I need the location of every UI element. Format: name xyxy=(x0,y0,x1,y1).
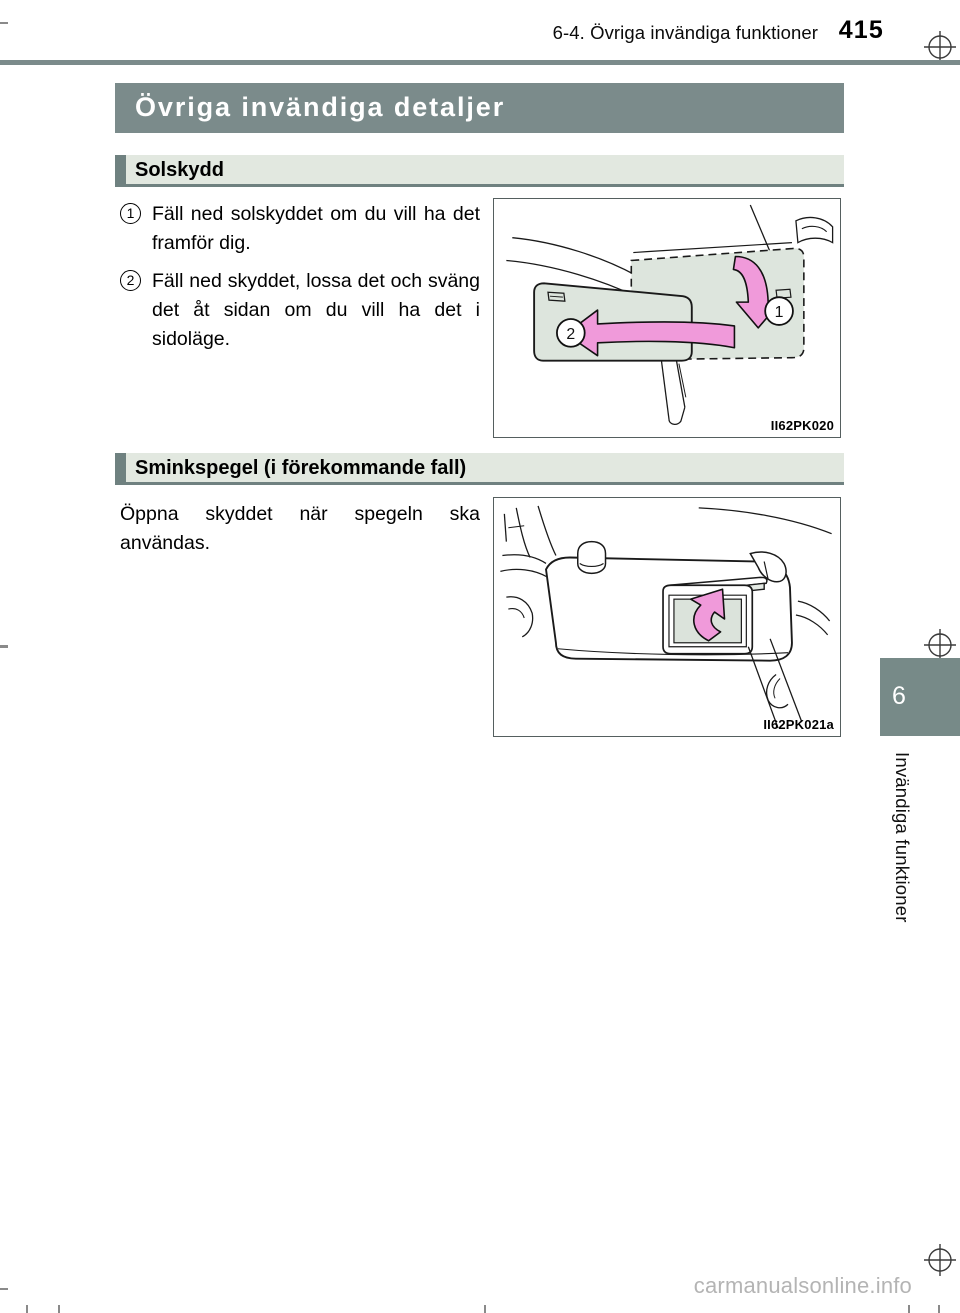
step-text-2: Fäll ned skyddet, lossa det och sväng det åt sidan om du vill ha det i sidoläge. xyxy=(152,270,480,350)
callout-1-label: 1 xyxy=(774,304,784,322)
step-marker-1: 1 xyxy=(120,203,141,224)
crop-tick-bottom-e xyxy=(938,1305,940,1313)
page-title: Övriga invändiga detaljer xyxy=(135,92,506,122)
figure-code-sminkspegel: II62PK021a xyxy=(763,717,834,732)
section-heading-label: Solskydd xyxy=(135,159,224,181)
page-title-bar xyxy=(115,83,844,133)
crop-tick-bottom-c xyxy=(484,1305,486,1313)
list-item xyxy=(120,267,480,354)
vanity-mirror-illustration xyxy=(494,498,840,736)
chapter-tab-number: 6 xyxy=(892,682,906,710)
sun-visor-illustration xyxy=(494,199,840,437)
site-watermark: carmanualsonline.info xyxy=(693,1273,912,1298)
section-heading-sminkspegel xyxy=(115,453,844,485)
crop-tick-bottom-a xyxy=(26,1305,28,1313)
header-section-title: 6-4. Övriga invändiga funktioner xyxy=(552,22,818,43)
list-item xyxy=(120,200,480,258)
section-heading-label: Sminkspegel (i förekommande fall) xyxy=(135,457,467,479)
registration-mark-middle-right xyxy=(922,628,958,662)
registration-mark-bottom-right xyxy=(922,1243,958,1277)
callout-2-label: 2 xyxy=(566,325,576,343)
figure-code-solskydd: II62PK020 xyxy=(770,418,834,433)
figure-sun-visor xyxy=(493,198,841,438)
header-rule xyxy=(0,60,960,65)
crop-tick-left-middle xyxy=(0,645,8,648)
page-number: 415 xyxy=(838,16,884,44)
crop-tick-left-bottom xyxy=(0,1288,8,1290)
steps-list-solskydd xyxy=(120,200,480,363)
section-heading-solskydd xyxy=(115,155,844,187)
step-text-1: Fäll ned solskyddet om du vill ha det framför dig. xyxy=(152,203,480,254)
figure-vanity-mirror xyxy=(493,497,841,737)
running-header xyxy=(0,0,960,52)
heading-accent-bar xyxy=(115,155,126,187)
section-body-sminkspegel: Öppna skyddet när spegeln ska användas. xyxy=(120,503,480,554)
chapter-tab-label: Invändiga funktioner xyxy=(892,752,913,923)
heading-accent-bar xyxy=(115,453,126,485)
step-marker-2: 2 xyxy=(120,270,141,291)
crop-tick-bottom-d xyxy=(908,1305,910,1313)
crop-tick-bottom-b xyxy=(58,1305,60,1313)
